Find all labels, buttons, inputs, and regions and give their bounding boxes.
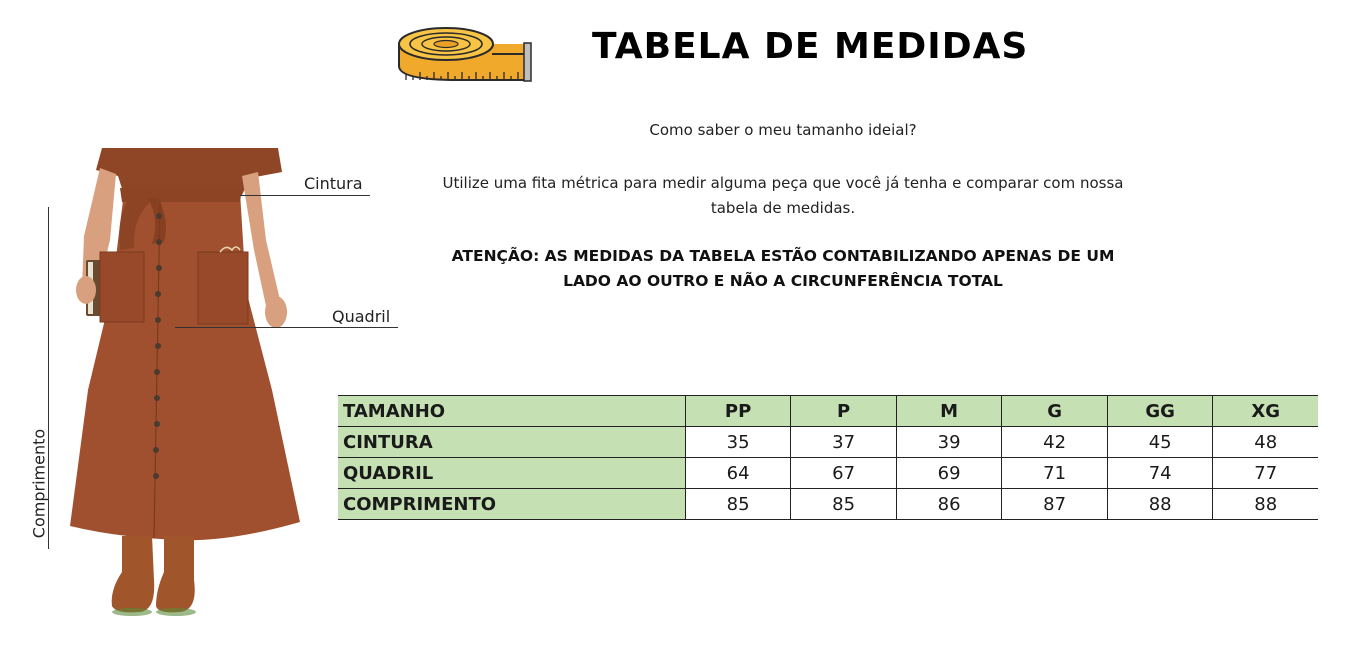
table-row xyxy=(338,427,1318,458)
size-table xyxy=(338,395,1318,520)
table-cell: 35 xyxy=(685,427,791,458)
table-cell: 71 xyxy=(1002,458,1108,489)
page-title: TABELA DE MEDIDAS xyxy=(592,26,1029,67)
table-cell: 39 xyxy=(896,427,1002,458)
table-row xyxy=(338,458,1318,489)
table-row xyxy=(338,489,1318,520)
header-cell: P xyxy=(791,396,897,427)
quadril-callout-line xyxy=(175,327,398,328)
table-cell: 85 xyxy=(791,489,897,520)
header-cell: XG xyxy=(1213,396,1318,427)
cintura-callout-line xyxy=(240,195,370,196)
table-cell: 67 xyxy=(791,458,897,489)
table-cell: 88 xyxy=(1107,489,1213,520)
table-cell: 42 xyxy=(1002,427,1108,458)
header-cell: PP xyxy=(685,396,791,427)
table-cell: 45 xyxy=(1107,427,1213,458)
table-cell: 86 xyxy=(896,489,1002,520)
header-cell: G xyxy=(1002,396,1108,427)
header-cell: M xyxy=(896,396,1002,427)
row-label: CINTURA xyxy=(338,427,685,458)
table-cell: 85 xyxy=(685,489,791,520)
measurement-warning: ATENÇÃO: AS MEDIDAS DA TABELA ESTÃO CONTABILIZANDO APENAS DE UM LADO AO OUTRO E NÃO A CIRCUNFERÊNCIA TOTAL xyxy=(451,247,1115,290)
row-label: QUADRIL xyxy=(338,458,685,489)
table-cell: 77 xyxy=(1213,458,1318,489)
comprimento-label: Comprimento xyxy=(29,428,49,539)
header-cell: TAMANHO xyxy=(338,396,685,427)
table-cell: 48 xyxy=(1213,427,1318,458)
table-cell: 69 xyxy=(896,458,1002,489)
row-label: COMPRIMENTO xyxy=(338,489,685,520)
table-cell: 37 xyxy=(791,427,897,458)
table-cell: 74 xyxy=(1107,458,1213,489)
quadril-label: Quadril xyxy=(332,307,391,326)
measuring-tape-icon xyxy=(396,14,536,84)
cintura-label: Cintura xyxy=(304,174,363,193)
table-header-row xyxy=(338,396,1318,427)
table-cell: 64 xyxy=(685,458,791,489)
header-cell: GG xyxy=(1107,396,1213,427)
table-cell: 88 xyxy=(1213,489,1318,520)
measuring-instructions: Utilize uma fita métrica para medir alguma peça que você já tenha e comparar com nossa tabela de medidas. xyxy=(442,174,1124,217)
skirt-model-figure xyxy=(60,140,310,620)
table-cell: 87 xyxy=(1002,489,1108,520)
size-question: Como saber o meu tamanho ideial? xyxy=(649,121,917,139)
